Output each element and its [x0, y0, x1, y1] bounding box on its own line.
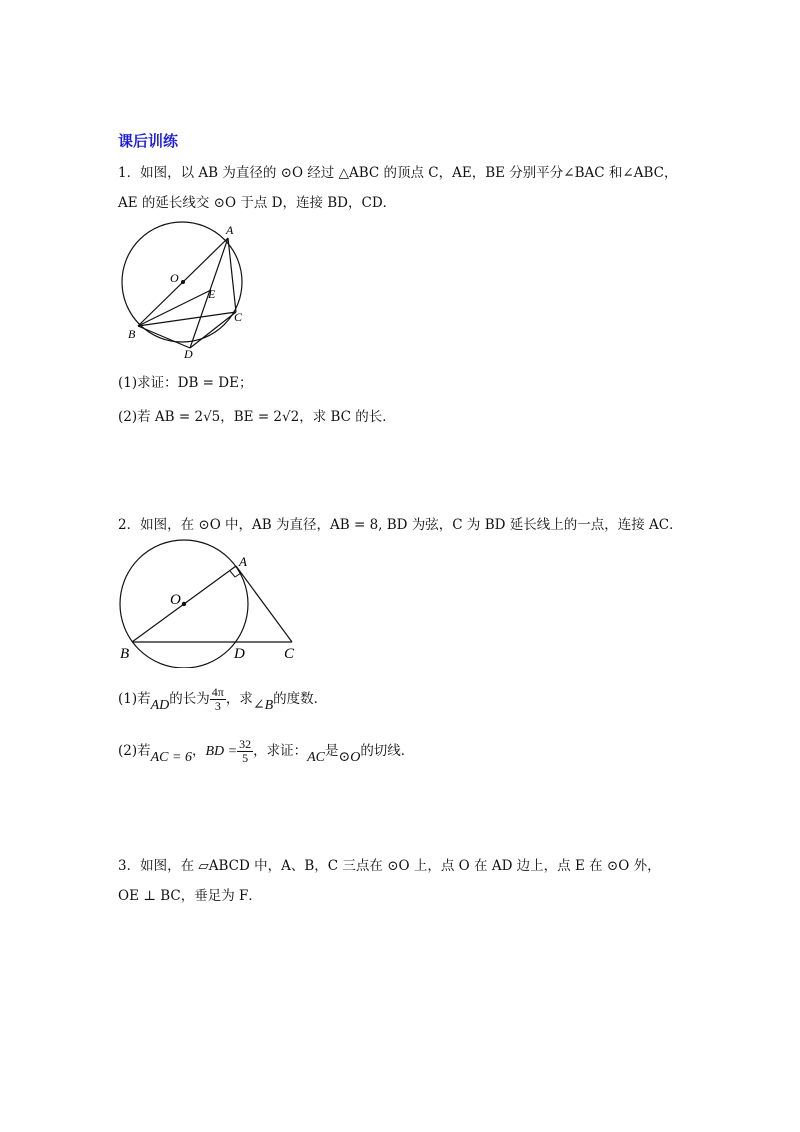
problem-1-figure [110, 220, 260, 360]
segment-ac [236, 566, 292, 642]
label-c: C [284, 646, 295, 662]
q1-mid2: ，求 [225, 691, 253, 707]
segment-bd [138, 326, 190, 348]
problem-2-question-2 [118, 738, 414, 765]
q1-suffix: 的度数． [273, 691, 328, 707]
q2-ac2: AC [307, 750, 325, 765]
q2-frac-num: 32 [239, 737, 252, 751]
problem-3-line-1: 3．如图，在 ▱ABCD 中，A、B，C 三点在 ⊙O 上，点 O 在 AD 边上，点 E 在 ⊙O 外， [118, 858, 661, 874]
label-b: B [128, 327, 136, 341]
q1-mid: 的长为 [169, 691, 210, 707]
q1-prefix: (1)若 [118, 691, 151, 707]
q2-frac-den: 5 [242, 751, 249, 765]
label-a: A [239, 554, 247, 569]
problem-1-question-2: (2)若 AB = 2√5，BE = 2√2，求 BC 的长． [118, 409, 396, 425]
arc-ad: AD [150, 698, 170, 713]
label-a: A [226, 223, 234, 237]
problem-1-question-1: (1)求证：DB = DE； [118, 375, 253, 391]
q1-frac-den: 3 [214, 699, 221, 713]
q2-suffix: 的切线． [360, 743, 415, 759]
q2-bd: BD = [205, 744, 238, 759]
problem-2-figure [112, 538, 312, 668]
q2-mid3: 是 [324, 743, 339, 759]
label-d: D [234, 646, 245, 662]
q1-frac-num: 4π [211, 685, 224, 699]
problem-1-line-1: 1．如图，以 AB 为直径的 ⊙O 经过 △ABC 的顶点 C，AE，BE 分别平分∠BAC 和∠ABC， [118, 165, 678, 181]
label-o: O [170, 271, 179, 285]
problem-2-line-1: 2．如图，在 ⊙O 中，AB 为直径，AB = 8, BD 为弦，C 为 BD 延长线上的一点，连接 AC． [118, 517, 683, 533]
angle-b: ∠B [252, 698, 274, 713]
center-dot [182, 602, 186, 606]
q2-circle: ⊙O [338, 750, 361, 765]
problem-1-line-2: AE 的延长线交 ⊙O 于点 D，连接 BD，CD． [118, 195, 397, 211]
q1-fraction [210, 686, 226, 713]
label-d: D [184, 347, 193, 360]
q2-fraction [237, 738, 253, 765]
q2-ac: AC = 6 [150, 750, 192, 765]
q2-mid2: ，求证： [253, 743, 308, 759]
section-title: 课后训练 [118, 132, 179, 150]
label-o: O [170, 592, 181, 608]
problem-3-line-2: OE ⊥ BC，垂足为 F． [118, 888, 262, 904]
q2-prefix: (2)若 [118, 743, 151, 759]
center-dot [181, 280, 185, 284]
q2-mid: ， [191, 743, 206, 759]
label-c: C [234, 310, 243, 324]
label-b: B [120, 646, 130, 662]
problem-2-question-1 [118, 686, 327, 713]
label-e: E [208, 287, 216, 301]
